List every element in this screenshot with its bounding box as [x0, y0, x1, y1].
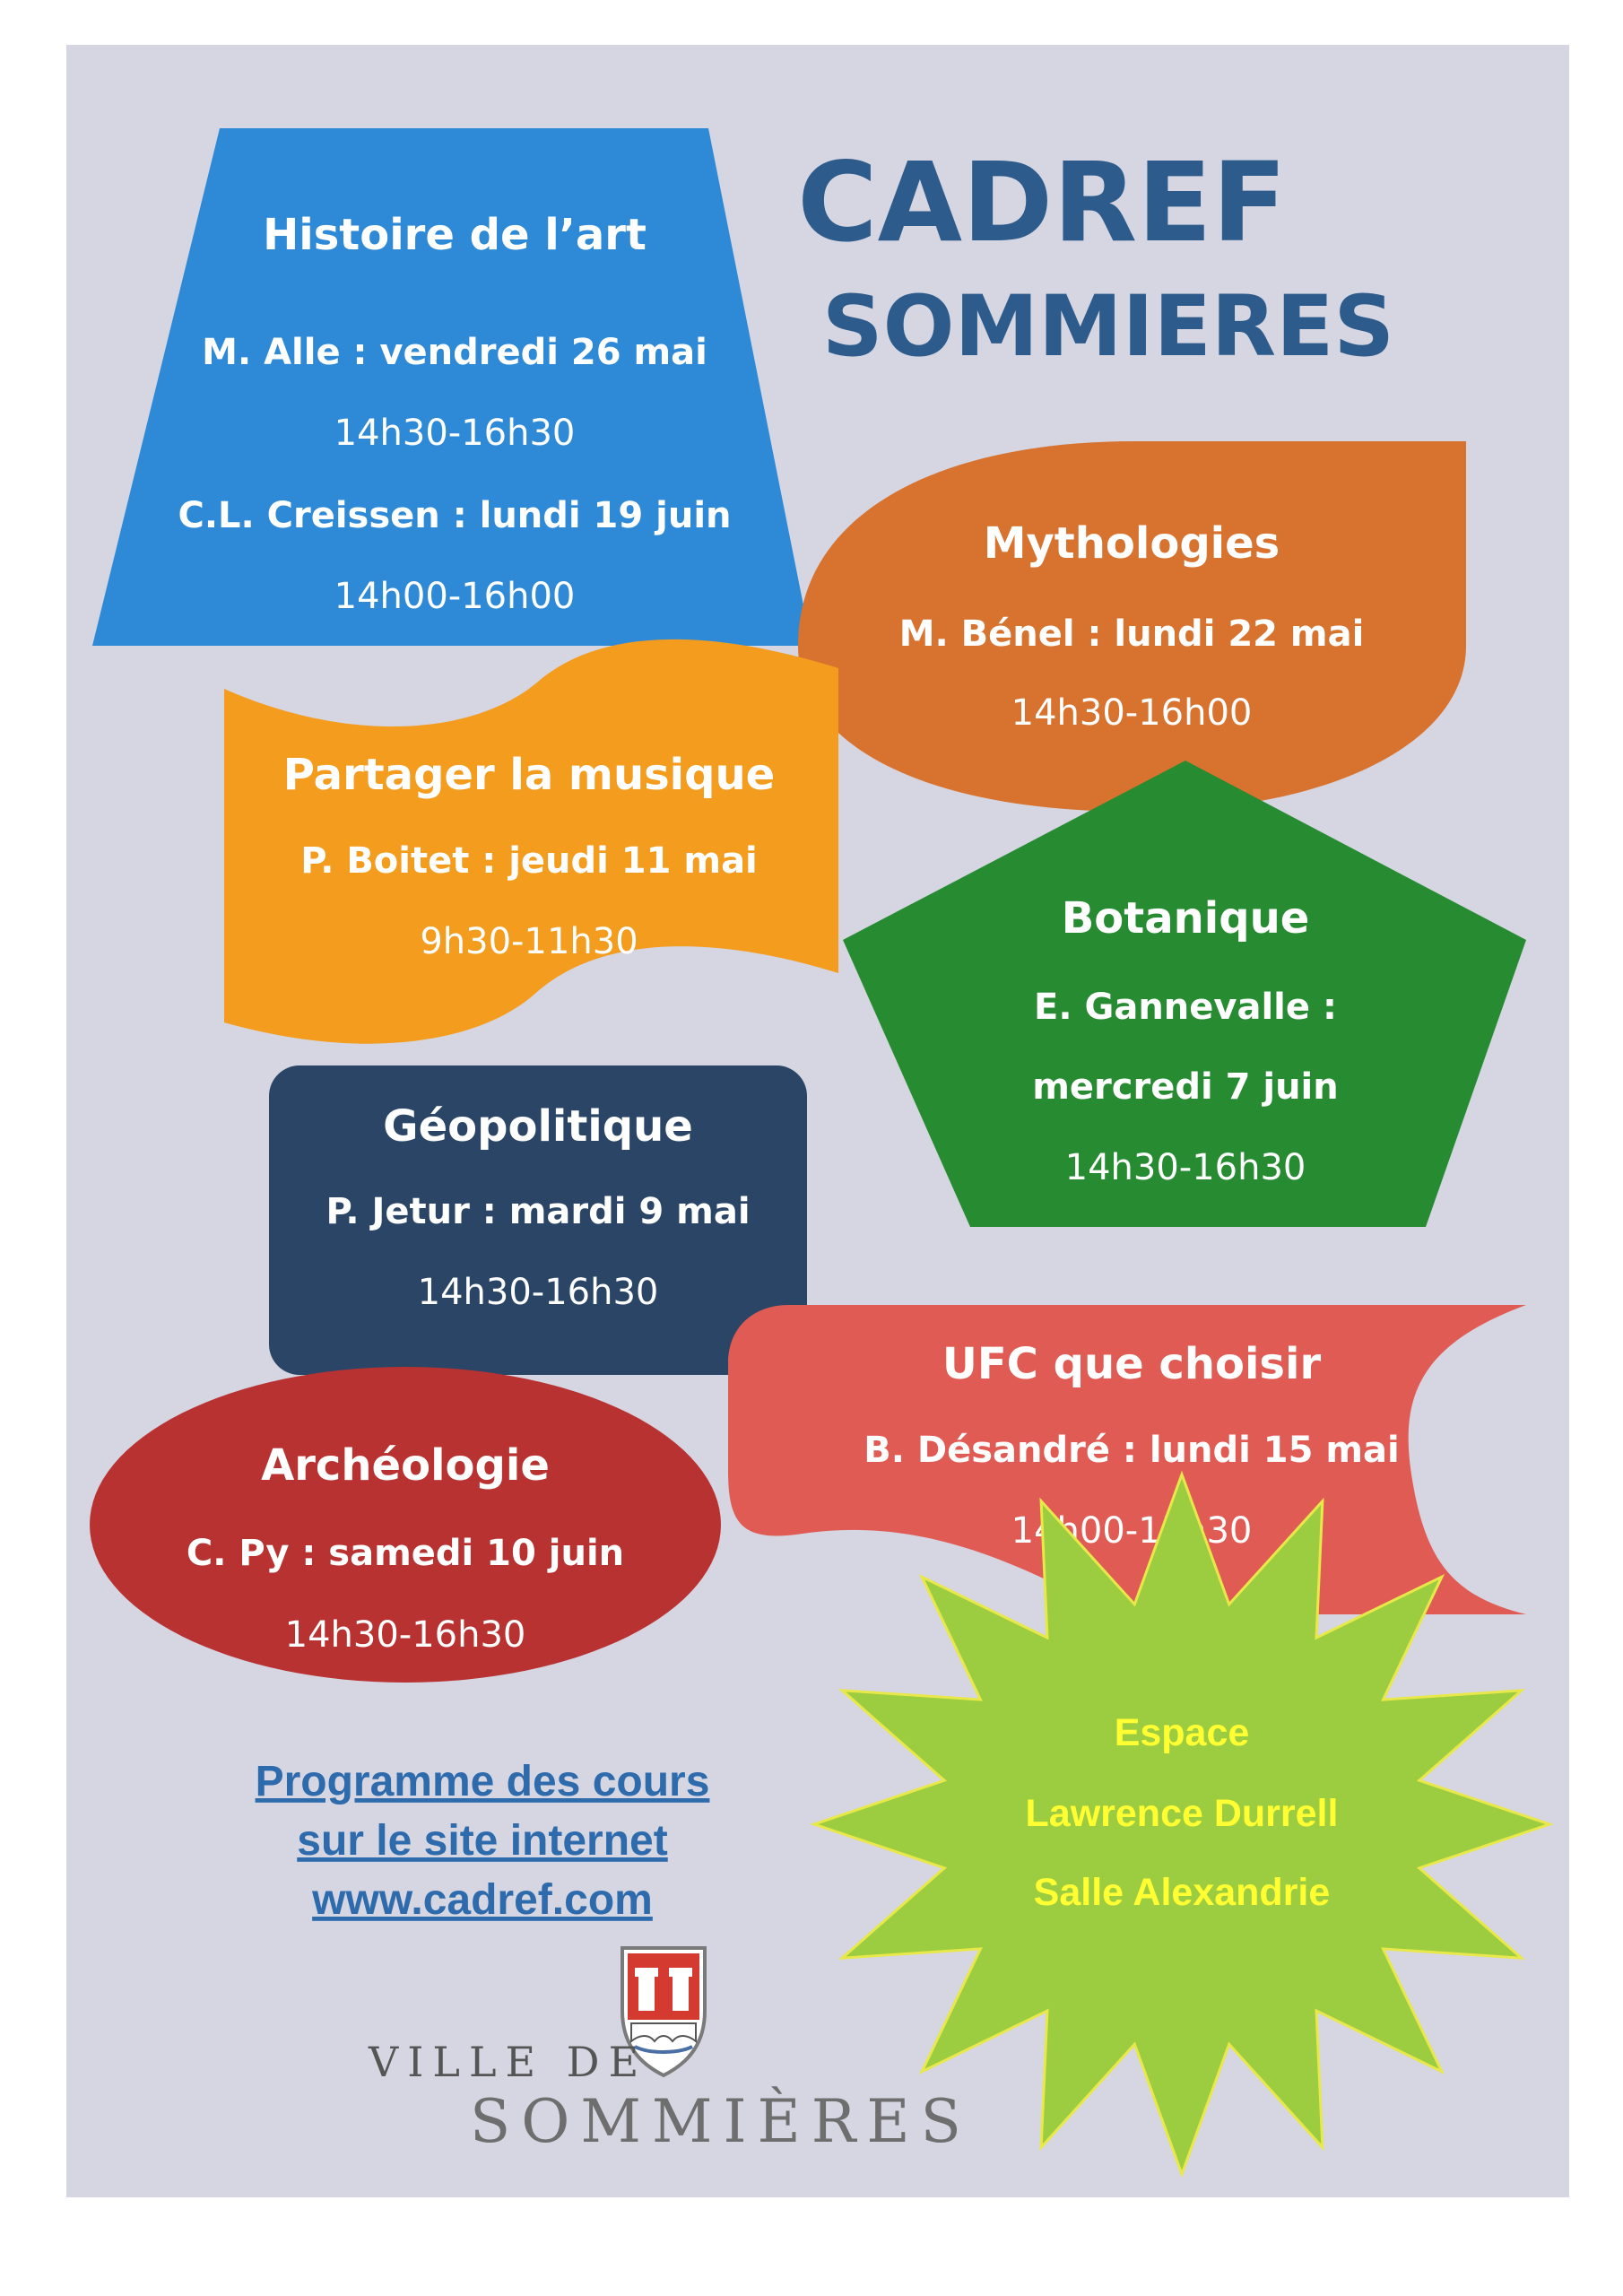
course-teacher: P. Jetur : mardi 9 mai: [325, 1191, 751, 1232]
course-title: Partager la musique: [282, 750, 776, 800]
program-line-1[interactable]: Programme des cours: [255, 1758, 710, 1805]
course-teacher: B. Désandré : lundi 15 mai: [864, 1430, 1400, 1471]
course-time: 14h00-15h30: [1011, 1510, 1253, 1552]
venue-line-2: Lawrence Durrell: [1025, 1792, 1339, 1835]
course-time: 14h30-16h30: [334, 413, 576, 454]
course-teacher: C. Py : samedi 10 juin: [186, 1533, 625, 1574]
course-time: 14h30-16h00: [1011, 692, 1253, 734]
course-teacher: P. Boitet : jeudi 11 mai: [300, 840, 758, 882]
header-subtitle: SOMMIERES: [821, 278, 1395, 376]
course-title: Botanique: [1061, 893, 1310, 944]
course-teacher: E. Gannevalle :: [1034, 987, 1337, 1028]
course-teacher: M. Bénel : lundi 22 mai: [898, 613, 1365, 655]
course-title: Mythologies: [983, 518, 1280, 569]
footer-line-1: VILLE DE: [369, 2038, 648, 2086]
course-title: Archéologie: [261, 1440, 550, 1491]
course-day: mercredi 7 juin: [1032, 1066, 1339, 1108]
course-archeologie: [90, 1367, 721, 1683]
course-time: 14h30-16h30: [1064, 1147, 1306, 1188]
course-time: 9h30-11h30: [420, 921, 638, 962]
course-teacher-2: C.L. Creissen : lundi 19 juin: [178, 495, 732, 536]
course-time: 14h30-16h30: [417, 1272, 659, 1313]
course-title: UFC que choisir: [942, 1339, 1322, 1389]
footer-line-2: SOMMIÈRES: [470, 2087, 972, 2156]
venue-starburst: [814, 1474, 1549, 2174]
program-website-link[interactable]: www.cadref.com: [312, 1876, 653, 1924]
course-title: Géopolitique: [383, 1101, 693, 1152]
venue-line-3: Salle Alexandrie: [1033, 1871, 1331, 1914]
course-teacher: M. Alle : vendredi 26 mai: [202, 332, 707, 373]
course-geopolitique: [269, 1065, 807, 1375]
course-time: 14h30-16h30: [284, 1614, 526, 1656]
program-line-2[interactable]: sur le site internet: [297, 1817, 668, 1865]
header-title: CADREF: [797, 139, 1287, 266]
venue-line-1: Espace: [1114, 1711, 1250, 1754]
course-time-2: 14h00-16h00: [334, 576, 576, 617]
program-info: [256, 1758, 710, 1924]
course-title: Histoire de l’art: [263, 210, 647, 260]
course-mythologies: [798, 441, 1466, 812]
